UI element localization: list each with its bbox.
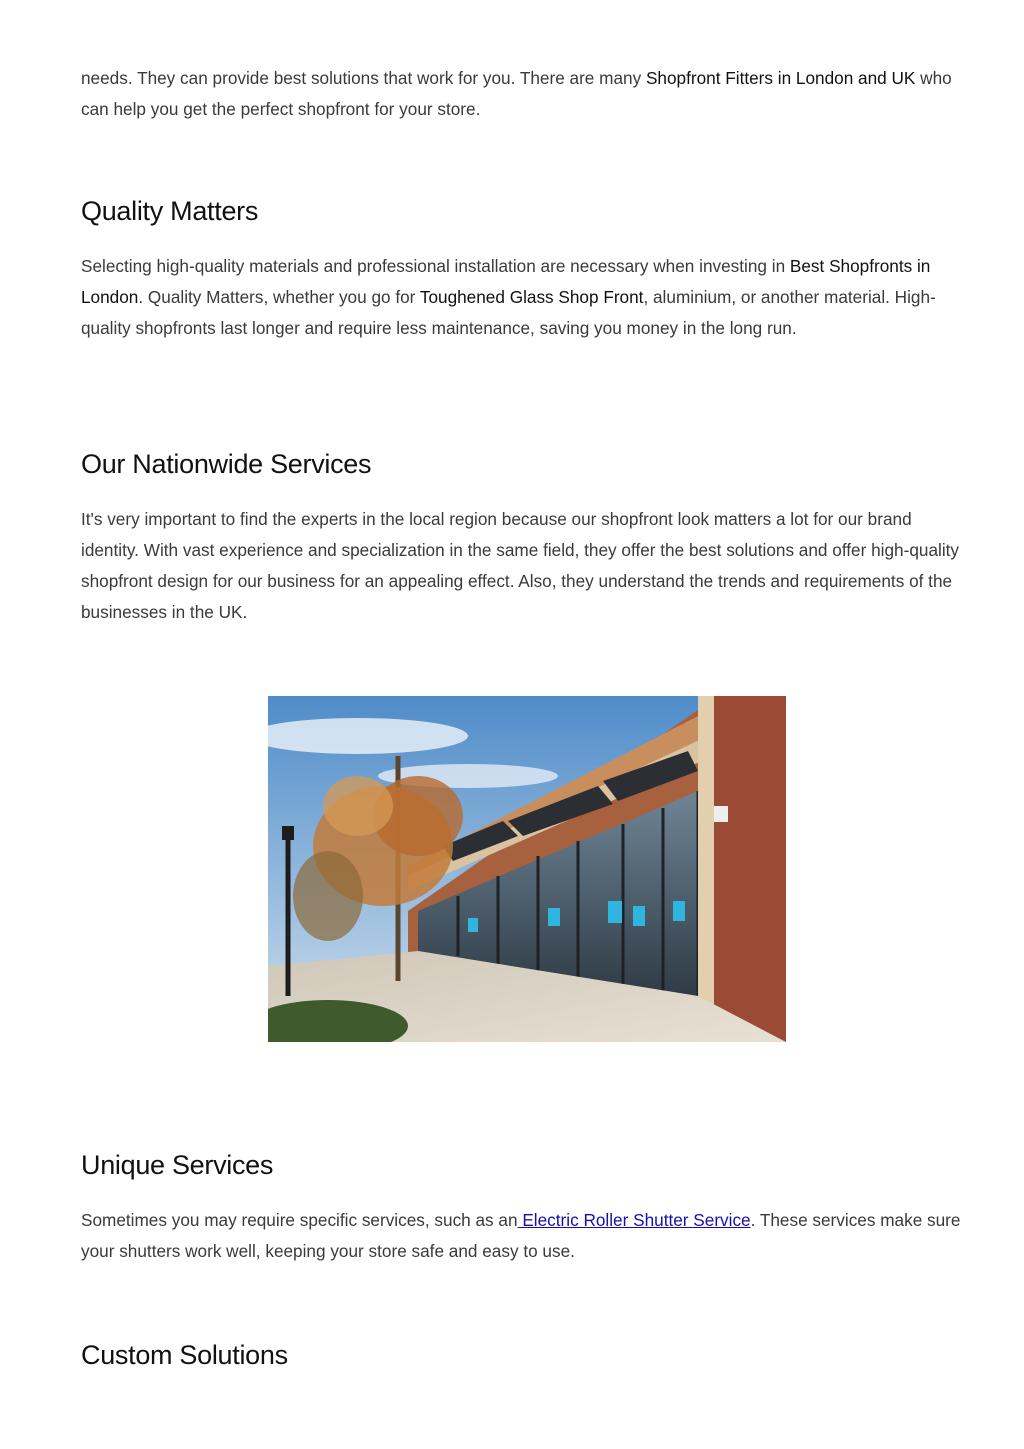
electric-roller-shutter-link[interactable]: Electric Roller Shutter Service: [517, 1210, 751, 1230]
quality-text-1: Selecting high-quality materials and professional installation are necessary when investing in: [81, 256, 790, 276]
custom-heading: Custom Solutions: [81, 1340, 288, 1370]
shopfront-fitters-link[interactable]: Shopfront Fitters in London and UK: [645, 68, 916, 88]
intro-paragraph: [81, 63, 961, 125]
unique-text-1: Sometimes you may require specific services, such as an: [81, 1210, 518, 1230]
quality-text-2: . Quality Matters, whether you go for: [138, 287, 420, 307]
intro-text-1: needs. They can provide best solutions that work for you. There are many: [81, 68, 646, 88]
best-shopfronts-link[interactable]: Best Shopfronts in London: [81, 256, 931, 307]
shopfront-photo: [268, 696, 786, 1042]
intro-text-2: who can help you get the perfect shopfront for your store.: [81, 68, 952, 119]
unique-heading: Unique Services: [81, 1150, 274, 1180]
unique-text-2: . These services make sure your shutters work well, keeping your store safe and easy to use.: [81, 1210, 961, 1261]
quality-heading: Quality Matters: [81, 196, 259, 226]
quality-text-3: , aluminium, or another material. High-quality shopfronts last longer and require less maintenance, saving you money in the long run.: [81, 287, 936, 338]
nationwide-paragraph: It's very important to find the experts in the local region because our shopfront look matters a lot for our brand identity. With vast experience and specialization in the same field, they offer the best solutions and offer high-quality shopfront design for our business for an appealing effect. Also, they understand the trends and requirements of the businesses in the UK.: [81, 509, 960, 622]
nationwide-heading: Our Nationwide Services: [81, 449, 372, 479]
unique-paragraph: [81, 1205, 961, 1267]
toughened-glass-link[interactable]: Toughened Glass Shop Front: [419, 287, 644, 307]
quality-paragraph: [81, 251, 961, 344]
